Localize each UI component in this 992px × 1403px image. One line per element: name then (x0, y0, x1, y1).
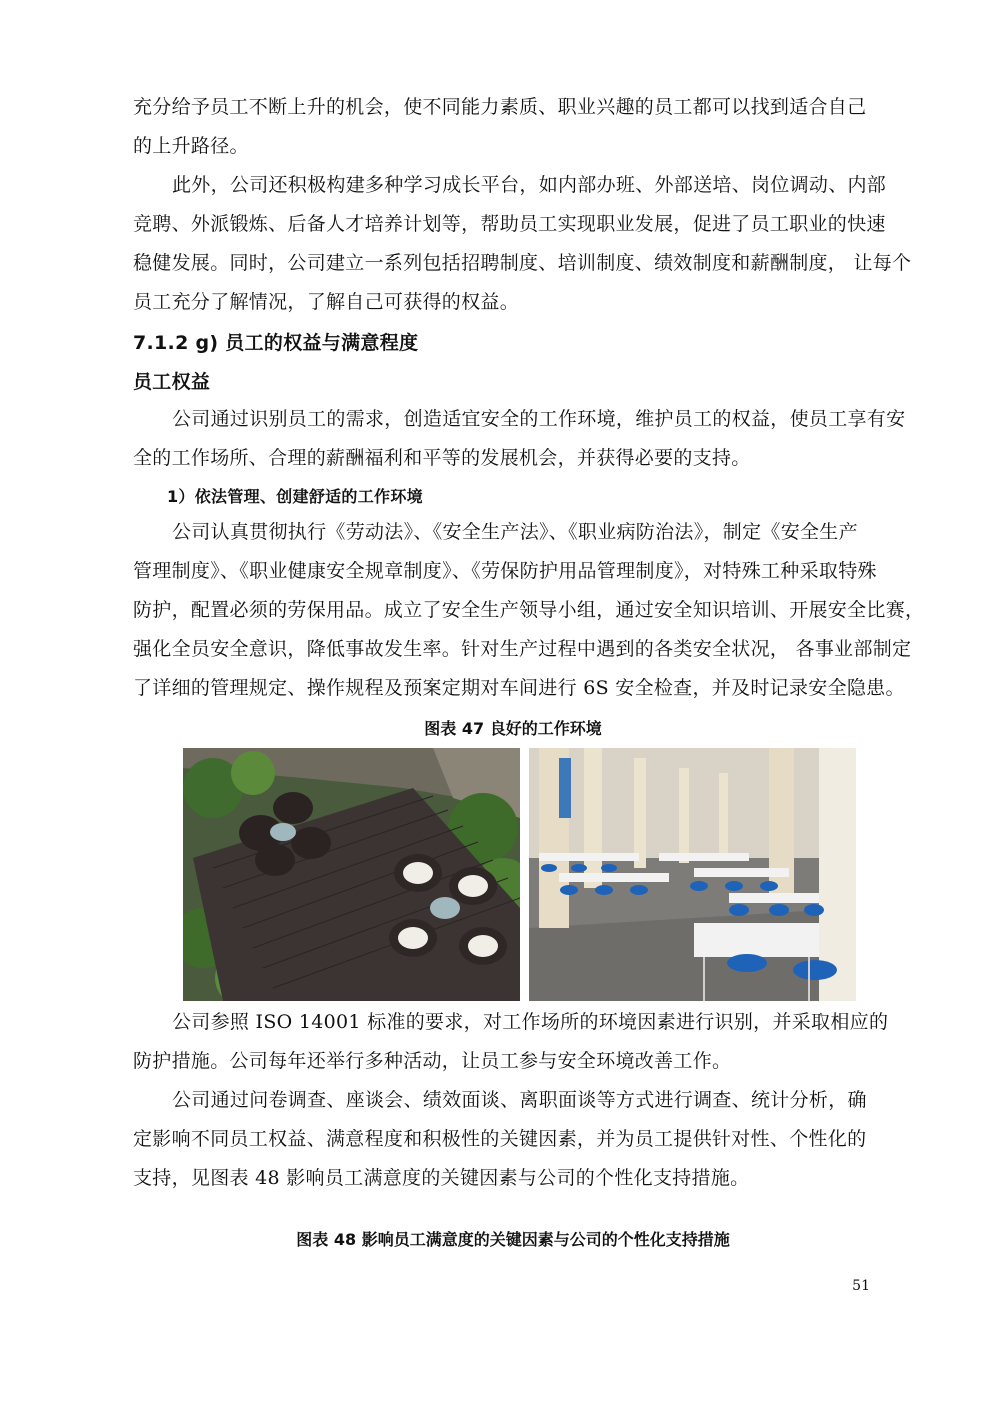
subsection-heading: 员工权益 (133, 371, 211, 393)
paragraph-line: 此外，公司还积极构建多种学习成长平台，如内部办班、外部送培、岗位调动、内部 (172, 174, 887, 196)
paragraph-line: 防护措施。公司每年还举行多种活动，让员工参与安全环境改善工作。 (133, 1050, 732, 1072)
terrace-lounge-photo (183, 748, 520, 1001)
paragraph-line: 公司参照 ISO 14001 标准的要求，对工作场所的环境因素进行识别，并采取相应的 (172, 1011, 889, 1033)
paragraph-line: 防护，配置必须的劳保用品。成立了安全生产领导小组，通过安全知识培训、开展安全比赛， (133, 599, 925, 621)
paragraph-line: 定影响不同员工权益、满意程度和积极性的关键因素，并为员工提供针对性、个性化的 (133, 1128, 867, 1150)
figure-47-caption: 图表 47 良好的工作环境 (424, 719, 602, 738)
paragraph-line: 竞聘、外派锻炼、后备人才培养计划等，帮助员工实现职业发展，促进了员工职业的快速 (133, 213, 886, 235)
item-heading: 1）依法管理、创建舒适的工作环境 (167, 487, 423, 506)
canteen-photo (529, 748, 856, 1001)
paragraph-line: 了详细的管理规定、操作规程及预案定期对车间进行 6S 安全检查，并及时记录安全隐患。 (133, 677, 905, 699)
paragraph-line: 稳健发展。同时，公司建立一系列包括招聘制度、培训制度、绩效制度和薪酬制度， 让每个 (133, 252, 912, 274)
page-number: 51 (852, 1278, 870, 1294)
paragraph-line: 全的工作场所、合理的薪酬福利和平等的发展机会，并获得必要的支持。 (133, 447, 751, 469)
paragraph-line: 员工充分了解情况，了解自己可获得的权益。 (133, 291, 520, 313)
paragraph-line: 公司认真贯彻执行《劳动法》、《安全生产法》、《职业病防治法》，制定《安全生产 (172, 521, 858, 543)
paragraph-line: 充分给予员工不断上升的机会，使不同能力素质、职业兴趣的员工都可以找到适合自己 (133, 96, 867, 118)
section-heading: 7.1.2 g) 员工的权益与满意程度 (133, 332, 419, 354)
paragraph-line: 强化全员安全意识，降低事故发生率。针对生产过程中遇到的各类安全状况， 各事业部制定 (133, 638, 912, 660)
paragraph-line: 的上升路径。 (133, 135, 249, 157)
figure-48-caption: 图表 48 影响员工满意度的关键因素与公司的个性化支持措施 (296, 1230, 730, 1249)
paragraph-line: 公司通过识别员工的需求，创造适宜安全的工作环境，维护员工的权益，使员工享有安 (172, 408, 906, 430)
paragraph-line: 管理制度》、《职业健康安全规章制度》、《劳保防护用品管理制度》，对特殊工种采取特殊 (133, 560, 877, 582)
paragraph-line: 支持，见图表 48 影响员工满意度的关键因素与公司的个性化支持措施。 (133, 1167, 750, 1189)
paragraph-line: 公司通过问卷调查、座谈会、绩效面谈、离职面谈等方式进行调查、统计分析，确 (172, 1089, 867, 1111)
